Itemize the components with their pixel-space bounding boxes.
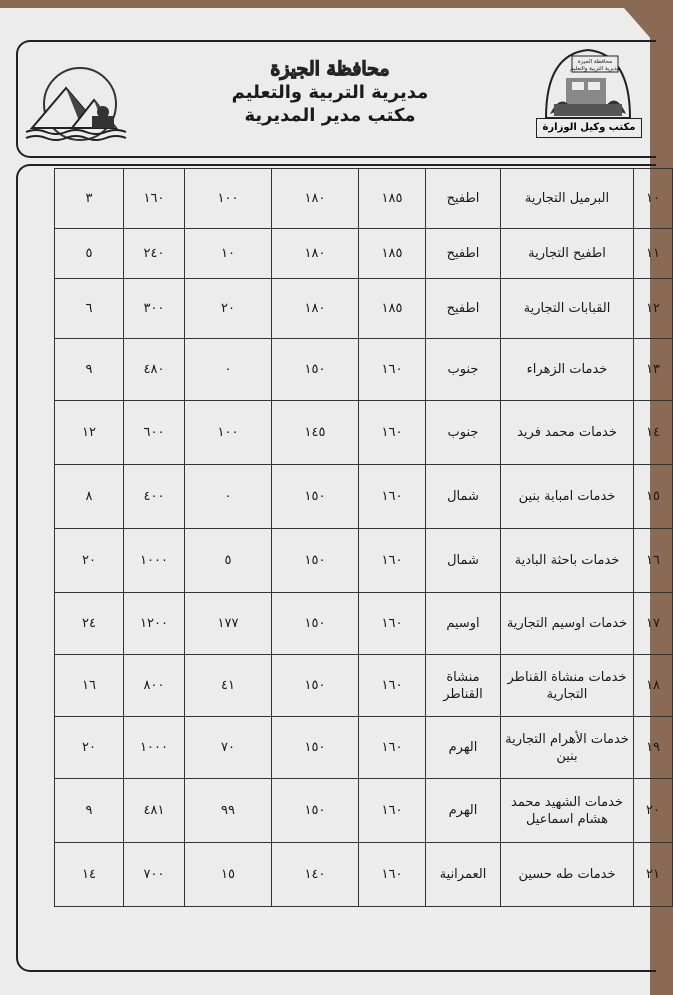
value-cell-4: ١٢٠٠ [124, 593, 185, 655]
value-cell-2: ١٥٠ [272, 339, 359, 401]
value-cell-1: ١٨٥ [359, 279, 426, 339]
seal-caption: مكتب وكيل الوزارة [536, 118, 642, 138]
school-name-cell: خدمات الزهراء [501, 339, 634, 401]
value-cell-2: ١٥٠ [272, 465, 359, 529]
value-cell-3: ١٥ [185, 843, 272, 907]
table-row [55, 779, 673, 843]
serial-cell: ١٤ [634, 401, 673, 465]
serial-cell: ٢١ [634, 843, 673, 907]
value-cell-1: ١٦٠ [359, 401, 426, 465]
value-cell-2: ١٨٠ [272, 279, 359, 339]
serial-cell: ١٥ [634, 465, 673, 529]
value-cell-1: ١٨٥ [359, 169, 426, 229]
svg-text:محافظة الجيزة: محافظة الجيزة [577, 59, 613, 65]
serial-cell: ١٠ [634, 169, 673, 229]
value-cell-3: ٩٩ [185, 779, 272, 843]
governorate-title: محافظة الجيزة [270, 58, 390, 80]
value-cell-2: ١٨٠ [272, 169, 359, 229]
value-cell-2: ١٨٠ [272, 229, 359, 279]
value-cell-1: ١٨٥ [359, 229, 426, 279]
value-cell-1: ١٦٠ [359, 339, 426, 401]
table-row [55, 843, 673, 907]
value-cell-1: ١٦٠ [359, 529, 426, 593]
table-row [55, 655, 673, 717]
zone-cell: شمال [426, 465, 501, 529]
value-cell-4: ٤٨١ [124, 779, 185, 843]
value-cell-3: ٥ [185, 529, 272, 593]
serial-cell: ١٣ [634, 339, 673, 401]
letterhead-titles [190, 58, 470, 126]
value-cell-2: ١٥٠ [272, 593, 359, 655]
serial-cell: ١٨ [634, 655, 673, 717]
value-cell-4: ٢٤٠ [124, 229, 185, 279]
pyramids-logo [22, 62, 132, 146]
value-cell-1: ١٦٠ [359, 593, 426, 655]
value-cell-4: ٤٨٠ [124, 339, 185, 401]
value-cell-5: ١٢ [55, 401, 124, 465]
value-cell-5: ٩ [55, 339, 124, 401]
value-cell-3: ١٧٧ [185, 593, 272, 655]
table-row [55, 401, 673, 465]
school-name-cell: خدمات الشهيد محمد هشام اسماعيل [501, 779, 634, 843]
zone-cell: شمال [426, 529, 501, 593]
serial-cell: ١٩ [634, 717, 673, 779]
table-row [55, 229, 673, 279]
value-cell-3: ٢٠ [185, 279, 272, 339]
school-name-cell: اطفيح التجارية [501, 229, 634, 279]
value-cell-2: ١٥٠ [272, 655, 359, 717]
value-cell-5: ١٦ [55, 655, 124, 717]
value-cell-4: ٨٠٠ [124, 655, 185, 717]
value-cell-5: ٢٤ [55, 593, 124, 655]
school-name-cell: خدمات باحثة البادية [501, 529, 634, 593]
school-name-cell: خدمات الأهرام التجارية بنين [501, 717, 634, 779]
value-cell-4: ٣٠٠ [124, 279, 185, 339]
table-row [55, 339, 673, 401]
value-cell-2: ١٤٠ [272, 843, 359, 907]
school-name-cell: خدمات طه حسين [501, 843, 634, 907]
table-row [55, 169, 673, 229]
zone-cell: جنوب [426, 401, 501, 465]
school-name-cell: خدمات امبابة بنين [501, 465, 634, 529]
value-cell-4: ١٦٠ [124, 169, 185, 229]
value-cell-5: ٦ [55, 279, 124, 339]
value-cell-3: ٤١ [185, 655, 272, 717]
value-cell-5: ١٤ [55, 843, 124, 907]
zone-cell: اطفيح [426, 169, 501, 229]
school-name-cell: البرميل التجارية [501, 169, 634, 229]
school-name-cell: خدمات اوسيم التجارية [501, 593, 634, 655]
value-cell-5: ٨ [55, 465, 124, 529]
serial-cell: ١١ [634, 229, 673, 279]
school-name-cell: القبابات التجارية [501, 279, 634, 339]
zone-cell: اطفيح [426, 279, 501, 339]
value-cell-3: ١٠٠ [185, 169, 272, 229]
value-cell-5: ٥ [55, 229, 124, 279]
value-cell-5: ٣ [55, 169, 124, 229]
value-cell-2: ١٥٠ [272, 529, 359, 593]
serial-cell: ١٦ [634, 529, 673, 593]
value-cell-4: ٤٠٠ [124, 465, 185, 529]
value-cell-1: ١٦٠ [359, 655, 426, 717]
zone-cell: اطفيح [426, 229, 501, 279]
zone-cell: اوسيم [426, 593, 501, 655]
table-row [55, 717, 673, 779]
table-row [55, 529, 673, 593]
value-cell-1: ١٦٠ [359, 779, 426, 843]
value-cell-4: ٦٠٠ [124, 401, 185, 465]
table-row [55, 279, 673, 339]
value-cell-4: ١٠٠٠ [124, 717, 185, 779]
serial-cell: ٢٠ [634, 779, 673, 843]
school-name-cell: خدمات محمد فريد [501, 401, 634, 465]
value-cell-1: ١٦٠ [359, 717, 426, 779]
office-title: مكتب مدير المديرية [244, 105, 416, 126]
value-cell-4: ١٠٠٠ [124, 529, 185, 593]
value-cell-1: ١٦٠ [359, 843, 426, 907]
school-name-cell: خدمات منشاة القناطر التجارية [501, 655, 634, 717]
value-cell-3: ٧٠ [185, 717, 272, 779]
value-cell-5: ٢٠ [55, 717, 124, 779]
value-cell-2: ١٥٠ [272, 717, 359, 779]
zone-cell: جنوب [426, 339, 501, 401]
value-cell-2: ١٤٥ [272, 401, 359, 465]
table-row [55, 465, 673, 529]
value-cell-5: ٢٠ [55, 529, 124, 593]
serial-cell: ١٧ [634, 593, 673, 655]
value-cell-3: ١٠ [185, 229, 272, 279]
svg-text:مديرية التربية والتعليم: مديرية التربية والتعليم [570, 66, 620, 72]
schools-table [54, 168, 673, 907]
value-cell-2: ١٥٠ [272, 779, 359, 843]
value-cell-4: ٧٠٠ [124, 843, 185, 907]
zone-cell: منشاة القناطر [426, 655, 501, 717]
value-cell-3: ٠ [185, 465, 272, 529]
value-cell-3: ٠ [185, 339, 272, 401]
table-row [55, 593, 673, 655]
value-cell-1: ١٦٠ [359, 465, 426, 529]
zone-cell: الهرم [426, 717, 501, 779]
zone-cell: الهرم [426, 779, 501, 843]
directorate-title: مديرية التربية والتعليم [231, 82, 429, 103]
serial-cell: ١٢ [634, 279, 673, 339]
value-cell-5: ٩ [55, 779, 124, 843]
zone-cell: العمرانية [426, 843, 501, 907]
value-cell-3: ١٠٠ [185, 401, 272, 465]
